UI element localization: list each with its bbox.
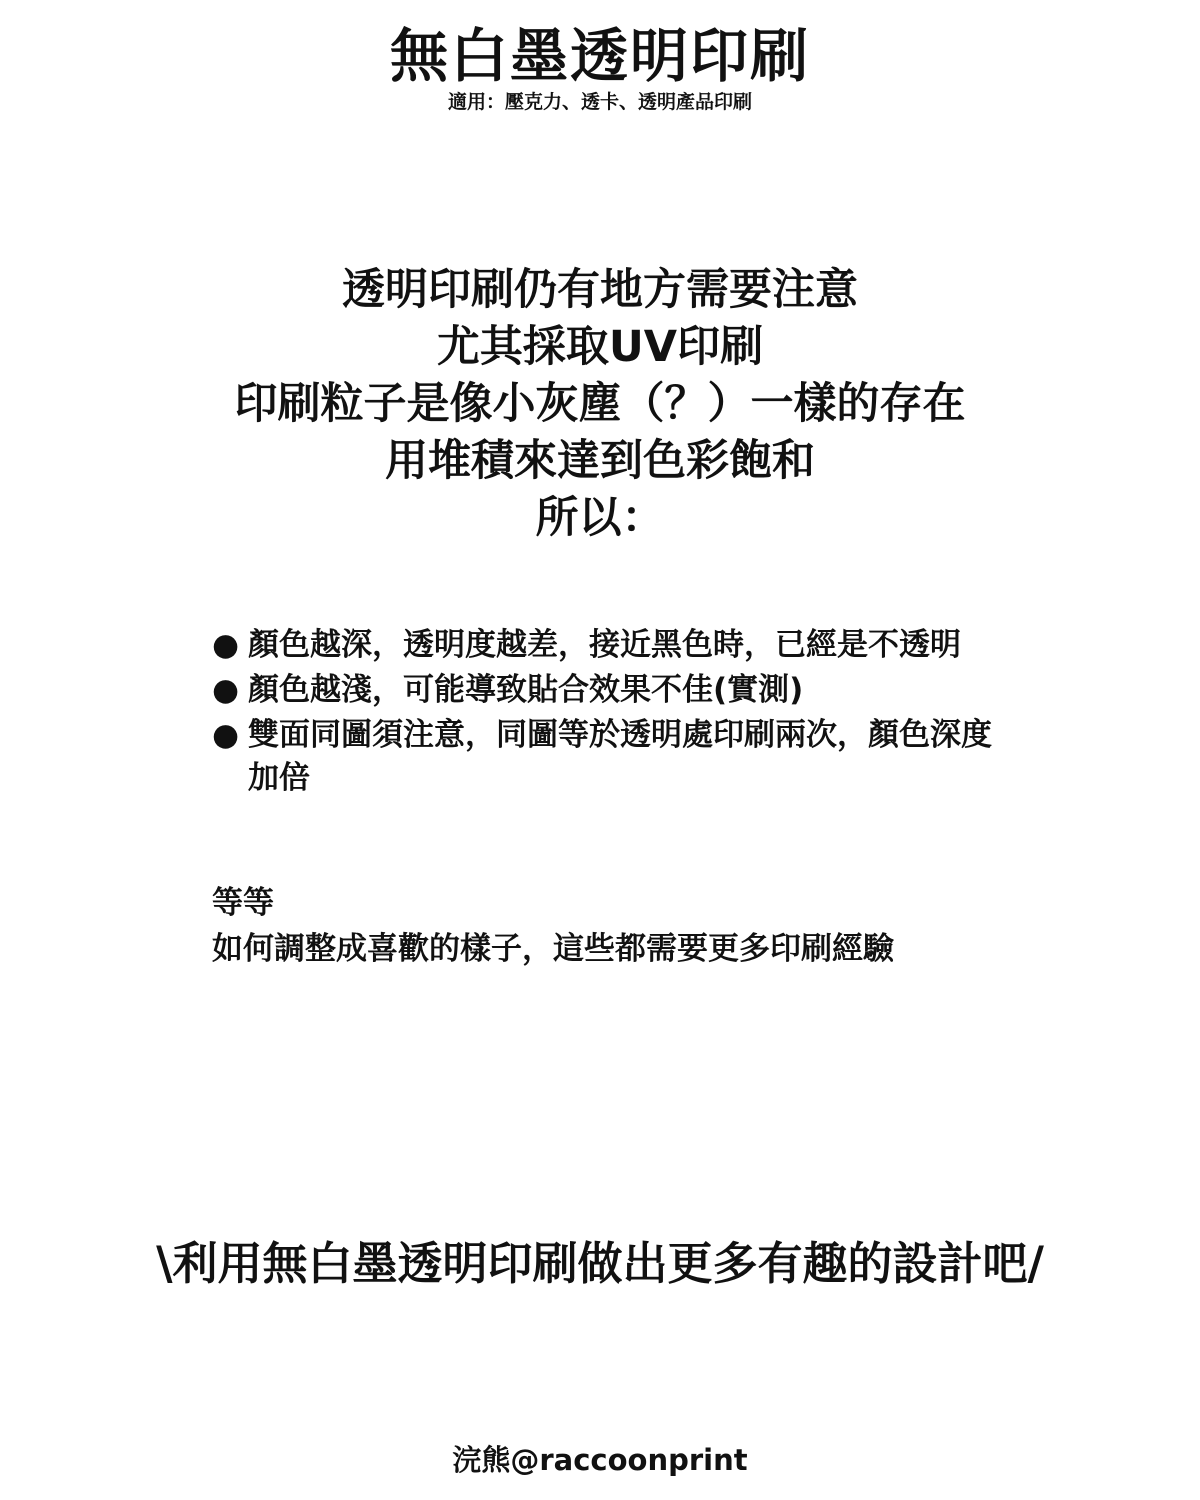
list-item bbox=[212, 669, 1012, 712]
call-to-action: \利用無白墨透明印刷做出更多有趣的設計吧/ bbox=[156, 1237, 1044, 1290]
list-item-text: 雙面同圖須注意，同圖等於透明處印刷兩次，顏色深度加倍 bbox=[248, 717, 992, 796]
list-item bbox=[212, 714, 1012, 800]
list-item-text: 顏色越深，透明度越差，接近黑色時，已經是不透明 bbox=[248, 627, 961, 663]
list-item-text: 顏色越淺，可能導致貼合效果不佳(實測) bbox=[248, 672, 804, 708]
list-item bbox=[212, 624, 1012, 667]
notice-block bbox=[0, 262, 1200, 547]
notice-line: 尤其採取UV印刷 bbox=[436, 322, 764, 372]
bullet-icon: ● bbox=[212, 717, 240, 753]
extra-notes bbox=[212, 880, 1032, 972]
notice-line: 用堆積來達到色彩飽和 bbox=[385, 436, 815, 486]
author-credit: 浣熊@raccoonprint bbox=[452, 1443, 748, 1477]
extra-line: 等等 bbox=[212, 885, 274, 921]
bullet-icon: ● bbox=[212, 627, 240, 663]
page-title: 無白墨透明印刷 bbox=[389, 22, 810, 90]
notes-list bbox=[212, 624, 1012, 802]
notice-line: 所以： bbox=[535, 493, 665, 543]
notice-line: 透明印刷仍有地方需要注意 bbox=[342, 265, 858, 315]
notice-line: 印刷粒子是像小灰塵（？）一樣的存在 bbox=[234, 379, 966, 429]
page-subtitle: 適用：壓克力、透卡、透明產品印刷 bbox=[447, 91, 752, 113]
extra-line: 如何調整成喜歡的樣子，這些都需要更多印刷經驗 bbox=[212, 931, 894, 967]
page-header bbox=[0, 22, 1200, 114]
bullet-icon: ● bbox=[212, 672, 240, 708]
